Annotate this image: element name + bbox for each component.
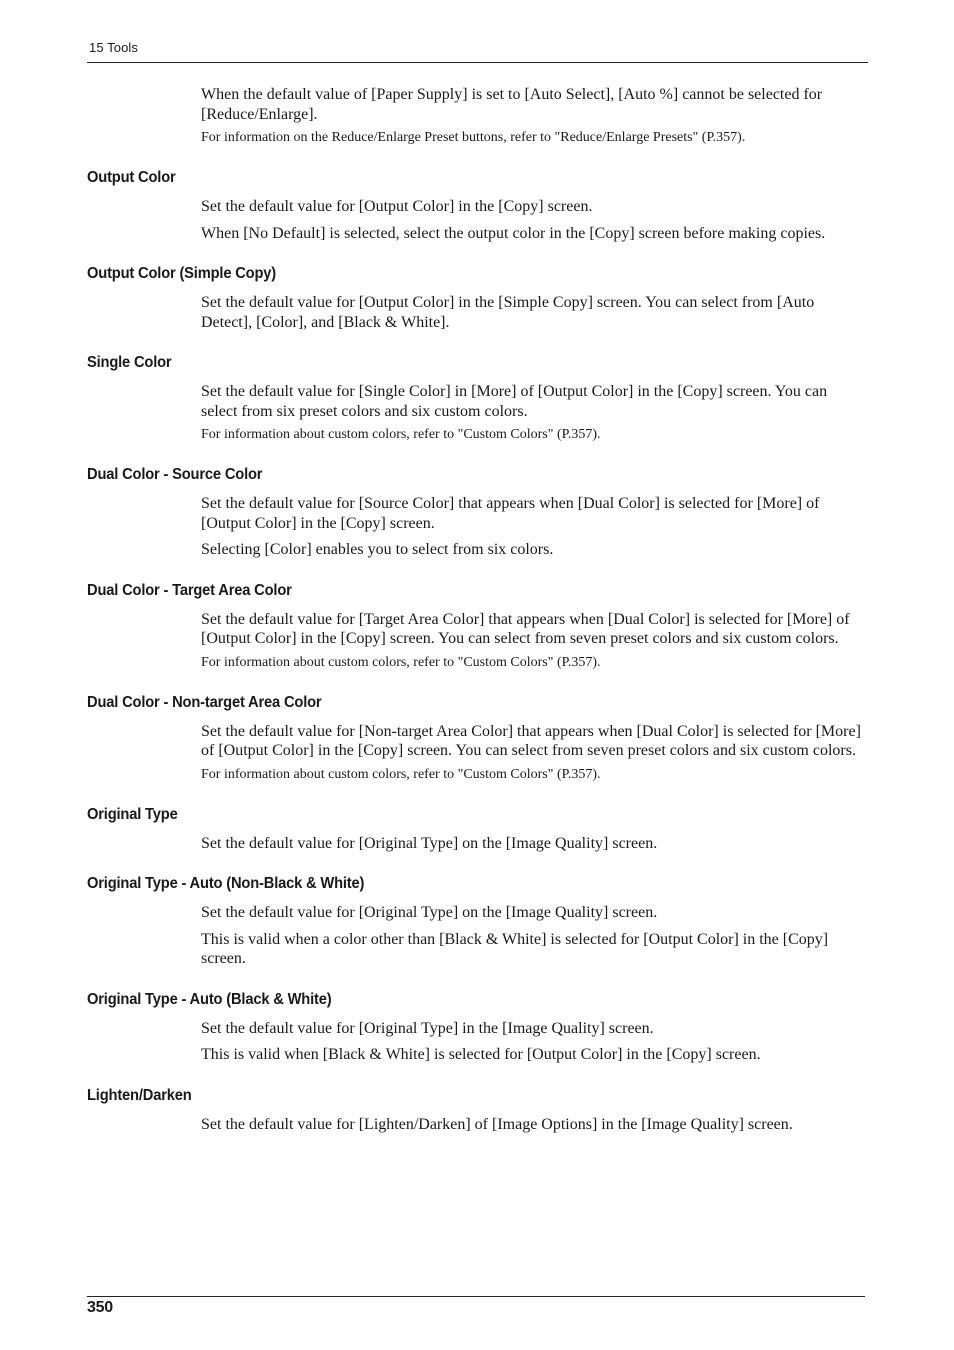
section-output-color-simple-copy — [0, 264, 954, 332]
intro-block — [0, 85, 954, 147]
section-paragraph: Set the default value for [Output Color] in the [Copy] screen. — [201, 198, 593, 215]
section-lighten-darken — [0, 1086, 954, 1135]
section-paragraph: Set the default value for [Original Type] on the [Image Quality] screen. — [201, 834, 658, 852]
section-title: Single Color — [87, 354, 172, 371]
section-title: Original Type - Auto (Black & White) — [87, 990, 332, 1008]
intro-note: For information on the Reduce/Enlarge Preset buttons, refer to "Reduce/Enlarge Presets" (P.357). — [201, 130, 746, 145]
section-paragraph: Set the default value for [Non-target Area Color] that appears when [Dual Color] is selected for [More] of [Output Color] in the [Copy] screen. You can select from seven preset colors and six custom colors. — [201, 722, 861, 759]
section-original-type-auto-non-bw — [0, 874, 954, 969]
section-paragraph: Set the default value for [Source Color] that appears when [Dual Color] is selected for [More] of [Output Color] in the [Copy] screen. — [201, 495, 820, 532]
section-note: For information about custom colors, refer to "Custom Colors" (P.357). — [201, 427, 601, 442]
section-dual-color-non-target-area — [0, 693, 954, 784]
section-title: Dual Color - Target Area Color — [87, 581, 292, 599]
section-paragraph: Set the default value for [Original Type] in the [Image Quality] screen. — [201, 1019, 654, 1037]
page-number: 350 — [87, 1299, 113, 1316]
section-note: For information about custom colors, refer to "Custom Colors" (P.357). — [201, 766, 601, 782]
section-single-color — [0, 353, 954, 444]
section-title: Dual Color - Non-target Area Color — [87, 693, 322, 711]
section-dual-color-target-area — [0, 581, 954, 672]
section-note: For information about custom colors, refer to "Custom Colors" (P.357). — [201, 654, 601, 670]
section-title: Output Color — [87, 169, 176, 186]
header-divider — [87, 62, 868, 63]
section-paragraph: Set the default value for [Lighten/Darken] of [Image Options] in the [Image Quality] screen. — [201, 1115, 793, 1133]
section-paragraph: Set the default value for [Original Type] on the [Image Quality] screen. — [201, 904, 658, 921]
section-title: Output Color (Simple Copy) — [87, 265, 277, 282]
section-paragraph: Set the default value for [Target Area Color] that appears when [Dual Color] is selected for [More] of [Output Color] in the [Copy] screen. You can select from seven preset colors and six custom colors. — [201, 610, 850, 647]
chapter-header: 15 Tools — [89, 40, 138, 55]
section-title: Lighten/Darken — [87, 1086, 192, 1104]
section-title: Original Type — [87, 805, 178, 823]
section-original-type-auto-bw — [0, 990, 954, 1065]
section-paragraph: When [No Default] is selected, select the output color in the [Copy] screen before making copies. — [201, 224, 826, 242]
section-output-color — [0, 168, 954, 243]
page-content — [0, 85, 954, 1134]
section-dual-color-source — [0, 465, 954, 560]
section-paragraph: This is valid when [Black & White] is selected for [Output Color] in the [Copy] screen. — [201, 1046, 761, 1063]
section-original-type — [0, 805, 954, 854]
section-paragraph: Selecting [Color] enables you to select from six colors. — [201, 541, 554, 558]
intro-paragraph: When the default value of [Paper Supply] is set to [Auto Select], [Auto %] cannot be selected for [Reduce/Enlarge]. — [201, 86, 823, 123]
footer-divider — [87, 1296, 865, 1297]
section-title: Original Type - Auto (Non-Black & White) — [87, 875, 365, 892]
section-paragraph: This is valid when a color other than [Black & White] is selected for [Output Color] in the [Copy] screen. — [201, 930, 829, 967]
section-paragraph: Set the default value for [Output Color] in the [Simple Copy] screen. You can select from [Auto Detect], [Color], and [Black & White]. — [201, 294, 815, 331]
section-paragraph: Set the default value for [Single Color] in [More] of [Output Color] in the [Copy] screen. You can select from six preset colors and six custom colors. — [201, 383, 828, 420]
section-title: Dual Color - Source Color — [87, 466, 263, 483]
